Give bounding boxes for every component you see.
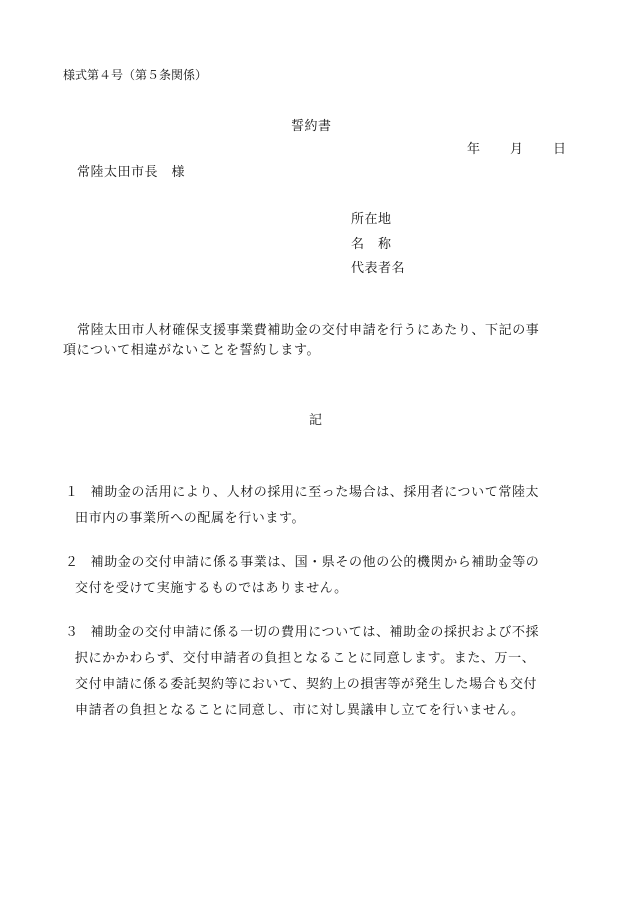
date-day: 日 xyxy=(553,142,567,157)
applicant-address-label: 所在地 xyxy=(351,212,392,227)
item-line: 交付申請に係る委託契約等において、契約上の損害等が発生した場合も交付 xyxy=(75,677,538,692)
ki-heading: 記 xyxy=(309,413,323,428)
item-line: 田市内の事業所への配属を行います。 xyxy=(75,511,306,526)
item-1 xyxy=(65,480,539,532)
date-year: 年 xyxy=(467,142,481,157)
applicant-representative-label: 代表者名 xyxy=(351,261,406,276)
form-label: 様式第４号（第５条関係） xyxy=(63,68,208,82)
date-month: 月 xyxy=(510,142,524,157)
applicant-name-label: 名 称 xyxy=(351,237,392,252)
item-line: 交付を受けて実施するものではありません。 xyxy=(75,581,348,596)
item-number: １ xyxy=(65,485,79,500)
item-line: 補助金の交付申請に係る一切の費用については、補助金の採択および不採 xyxy=(90,625,540,640)
item-line: 補助金の交付申請に係る事業は、国・県その他の公的機関から補助金等の xyxy=(90,555,540,570)
item-number: ３ xyxy=(65,625,79,640)
item-line: 択にかかわらず、交付申請者の負担となることに同意します。また、万一、 xyxy=(75,651,536,666)
item-3 xyxy=(65,620,539,724)
item-2 xyxy=(65,550,539,602)
intro-line: 項について相違がないことを誓約します。 xyxy=(63,343,321,358)
item-number: ２ xyxy=(65,555,79,570)
item-line: 補助金の活用により、人材の採用に至った場合は、採用者について常陸太 xyxy=(90,485,540,500)
document-title: 誓約書 xyxy=(291,119,332,134)
intro-paragraph xyxy=(63,321,539,361)
item-line: 申請者の負担となることに同意し、市に対し異議申し立てを行いません。 xyxy=(75,703,525,718)
addressee: 常陸太田市長 様 xyxy=(77,165,186,180)
intro-line: 常陸太田市人材確保支援事業費補助金の交付申請を行うにあたり、下記の事 xyxy=(77,323,540,338)
